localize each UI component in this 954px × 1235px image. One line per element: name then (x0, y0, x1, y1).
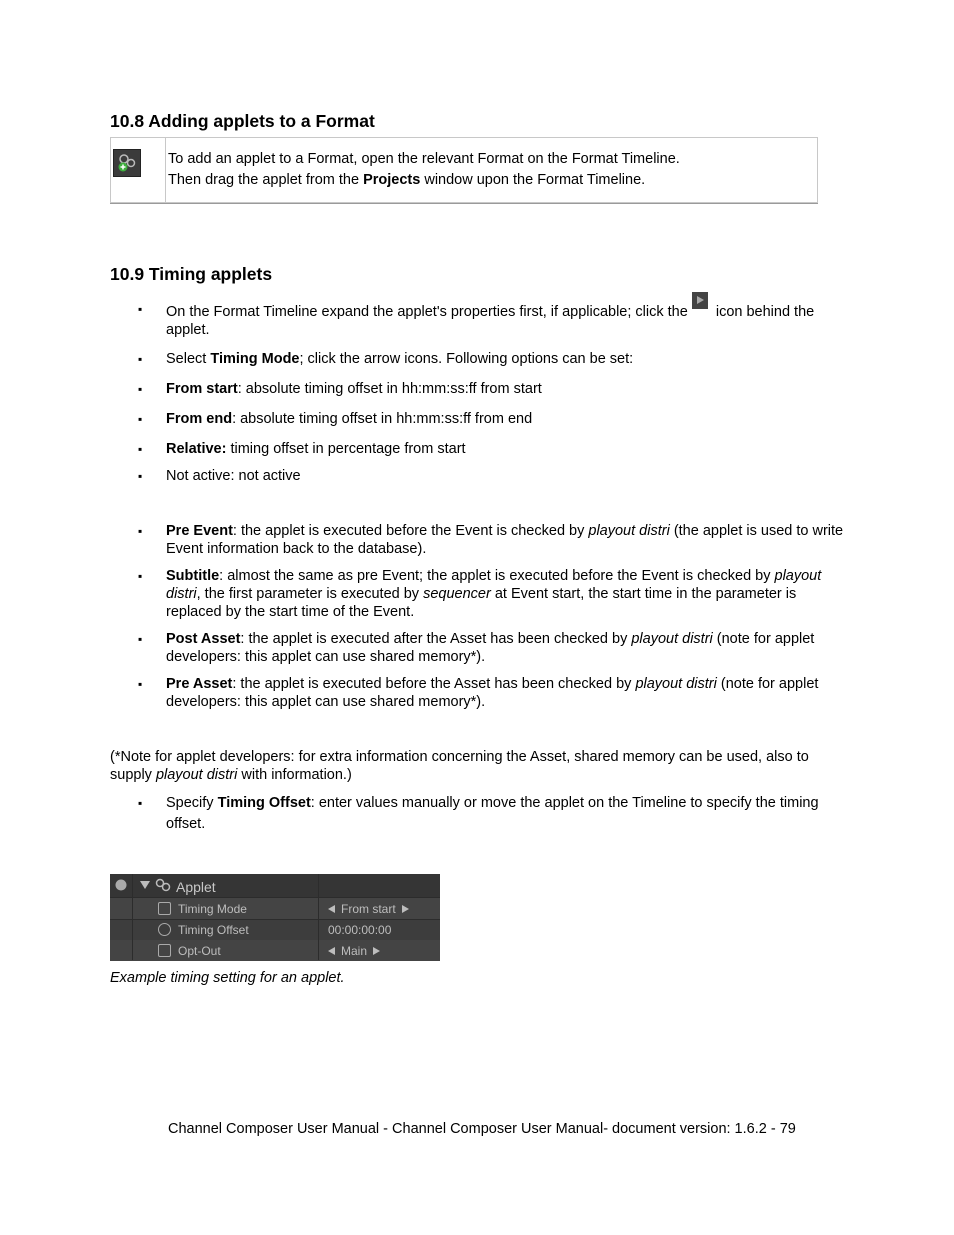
figure-caption: Example timing setting for an applet. (110, 970, 345, 986)
timing-offset-row[interactable]: Timing Offset 00:00:00:00 (110, 919, 440, 941)
page-footer: Channel Composer User Manual - Channel Composer User Manual- document version: 1.6.2 - 79 (168, 1121, 796, 1137)
tip-box (110, 137, 818, 203)
list-item: ▪ Select Timing Mode; click the arrow icons. Following options can be set: (166, 350, 846, 368)
applet-properties-panel (110, 874, 440, 960)
timing-mode-row[interactable]: Timing Mode From start (110, 898, 440, 920)
list-item: ▪ Subtitle: almost the same as pre Event; the applet is executed before the Event is checked by playout distri, the first parameter is executed by sequencer at Event start, the start time in the parameter is replaced by the start time of the Event. (166, 567, 846, 621)
opt-out-row[interactable]: Opt-Out Main (110, 940, 440, 961)
section-heading-10-9: 10.9 Timing applets (110, 264, 273, 284)
list-item: ▪ Pre Asset: the applet is executed before the Asset has been checked by playout distri (note for applet developers: this applet can use shared memory*). (166, 675, 846, 711)
applet-icon (155, 878, 171, 892)
applet-add-icon (113, 149, 141, 177)
list-item: ▪ Pre Event: the applet is executed before the Event is checked by playout distri (the applet is used to write Event information back to the database). (166, 522, 846, 558)
section-heading-10-8: 10.8 Adding applets to a Format (110, 111, 375, 131)
list-item: ▪ Post Asset: the applet is executed after the Asset has been checked by playout distri (note for applet developers: this applet can use shared memory*). (166, 630, 846, 666)
list-item: ▪ Specify Timing Offset: enter values manually or move the applet on the Timeline to specify the timing offset. (166, 793, 846, 835)
clock-icon (158, 923, 171, 936)
list-item: ▪ From start: absolute timing offset in hh:mm:ss:ff from start (166, 380, 846, 398)
list-item: ▪ Not active: not active (166, 467, 846, 485)
list-item: ▪ Relative: timing offset in percentage from start (166, 440, 846, 458)
expand-icon (692, 292, 708, 309)
list-item: ▪ On the Format Timeline expand the applet's properties first, if applicable; click the icon behind the applet. (166, 300, 846, 339)
arrow-right-icon[interactable] (373, 947, 380, 955)
developer-note: (*Note for applet developers: for extra information concerning the Asset, shared memory can be used, also to supply playout distri with information.) (110, 749, 809, 783)
timing-mode-icon (158, 902, 171, 915)
arrow-right-icon[interactable] (402, 905, 409, 913)
arrow-left-icon[interactable] (328, 947, 335, 955)
expand-arrow-icon[interactable] (140, 881, 150, 890)
tip-icon-cell (111, 138, 166, 202)
opt-out-icon (158, 944, 171, 957)
applet-header-label: Applet (176, 879, 216, 895)
tip-text: To add an applet to a Format, open the relevant Format on the Format Timeline. Then drag the applet from the Projects window upon the Format Timeline. (168, 151, 680, 188)
applet-header-row[interactable] (110, 874, 440, 898)
arrow-left-icon[interactable] (328, 905, 335, 913)
list-item: ▪ From end: absolute timing offset in hh:mm:ss:ff from end (166, 410, 846, 428)
dot-icon (115, 879, 127, 891)
